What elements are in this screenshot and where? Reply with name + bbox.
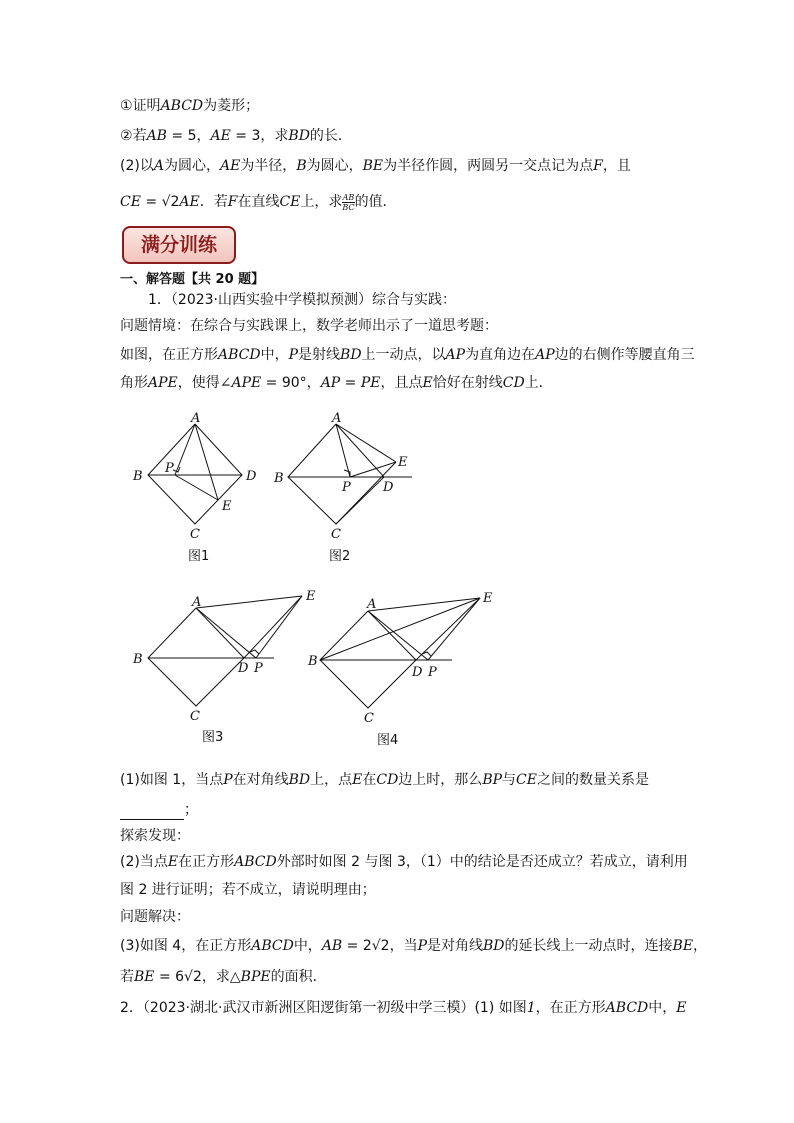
segment-ae bbox=[196, 596, 302, 608]
figure-3 bbox=[132, 589, 316, 745]
figure-1-caption: 图1 bbox=[188, 549, 210, 564]
figure-2 bbox=[273, 411, 412, 564]
question-2-line-1: (2)以A为圆心，AE为半径，B为圆心，BE为半径作圆，两圆另一交点记为点F，且 bbox=[120, 158, 631, 174]
label-e: E bbox=[398, 455, 408, 470]
label-e: E bbox=[306, 589, 316, 604]
segment-ap bbox=[368, 611, 428, 660]
label-d: D bbox=[412, 665, 423, 680]
segment-ap bbox=[196, 608, 256, 658]
question-1-para-1: 如图，在正方形ABCD中，P是射线BD上一动点，以AP为直角边在AP边的右侧作等腰直角三 bbox=[120, 347, 695, 363]
label-p: P bbox=[428, 665, 437, 680]
label-d: D bbox=[238, 661, 249, 676]
ray-ce bbox=[244, 596, 302, 658]
label-p: P bbox=[165, 461, 174, 476]
label-d: D bbox=[383, 480, 394, 495]
sub-question-1: (1)如图 1，当点P在对角线BD上，点E在CD边上时，那么BP与CE之间的数量关系是 bbox=[120, 772, 649, 788]
square-abcd bbox=[148, 608, 244, 706]
label-b: B bbox=[308, 654, 318, 669]
label-b: B bbox=[133, 469, 143, 484]
section-badge: 满分训练 bbox=[122, 226, 236, 264]
label-c: C bbox=[331, 527, 341, 542]
sub-question-1-answer: ； bbox=[120, 800, 198, 820]
label-a: A bbox=[367, 597, 377, 612]
question-1-para-2: 角形APE，使得∠APE = 90°，AP = PE，且点E恰好在射线CD上． bbox=[120, 375, 553, 391]
part-1-line: ①证明ABCD为菱形； bbox=[120, 98, 260, 114]
sub-question-3-line-2: 若BE = 6√2，求△BPE的面积． bbox=[120, 969, 327, 985]
label-a: A bbox=[332, 411, 342, 426]
explore-label: 探索发现： bbox=[120, 828, 190, 844]
square-abcd bbox=[288, 424, 384, 524]
answer-blank[interactable] bbox=[120, 805, 184, 820]
segment-pe bbox=[428, 598, 480, 660]
right-angle-mark bbox=[173, 467, 180, 472]
label-a: A bbox=[192, 595, 202, 610]
label-b: B bbox=[133, 652, 143, 667]
label-c: C bbox=[190, 709, 200, 724]
label-e: E bbox=[483, 591, 493, 606]
figure-1 bbox=[132, 411, 257, 564]
label-c: C bbox=[364, 711, 374, 726]
sub-question-2-line-2: 图 2 进行证明；若不成立，请说明理由； bbox=[120, 882, 376, 898]
question-1-source: 1．（2023·山西实验中学模拟预测）综合与实践： bbox=[148, 292, 456, 308]
part-2-line: ②若AB = 5，AE = 3，求BD的长． bbox=[120, 128, 352, 144]
section-heading: 一、解答题【共 20 题】 bbox=[120, 272, 265, 287]
ray-ce bbox=[416, 598, 480, 660]
label-p: P bbox=[254, 661, 263, 676]
figure-4 bbox=[307, 591, 493, 748]
figure-2-caption: 图2 bbox=[329, 549, 351, 564]
question-2-start: 2．（2023·湖北·武汉市新洲区阳逻街第一初级中学三模）(1) 如图1，在正方形ABCD中，E bbox=[120, 1000, 687, 1016]
solve-label: 问题解决： bbox=[120, 909, 190, 925]
label-p: P bbox=[342, 480, 351, 495]
figure-3-caption: 图3 bbox=[202, 730, 224, 745]
segment-ap bbox=[175, 424, 195, 475]
label-d: D bbox=[246, 469, 257, 484]
figure-4-caption: 图4 bbox=[377, 733, 399, 748]
label-b: B bbox=[274, 471, 284, 486]
segment-pe bbox=[256, 596, 302, 658]
question-1-scenario: 问题情境：在综合与实践课上，数学老师出示了一道思考题： bbox=[120, 318, 498, 334]
sub-question-2: (2)当点E在正方形ABCD外部时如图 2 与图 3，（1）中的结论是否还成立？若成立，请利用 bbox=[120, 854, 688, 870]
label-a: A bbox=[191, 411, 201, 426]
label-e: E bbox=[222, 499, 232, 514]
label-c: C bbox=[190, 527, 200, 542]
sub-question-3: (3)如图 4，在正方形ABCD中，AB = 2√2，当P是对角线BD的延长线上一动点时，连接BE， bbox=[120, 938, 708, 954]
question-2-line-2: CE = √2AE．若F在直线CE上，求 $\frac{AB}{BC}$的值． bbox=[120, 192, 397, 212]
fraction: $\frac{AB}{BC}$ bbox=[342, 192, 355, 212]
geometry-figures bbox=[0, 400, 794, 760]
